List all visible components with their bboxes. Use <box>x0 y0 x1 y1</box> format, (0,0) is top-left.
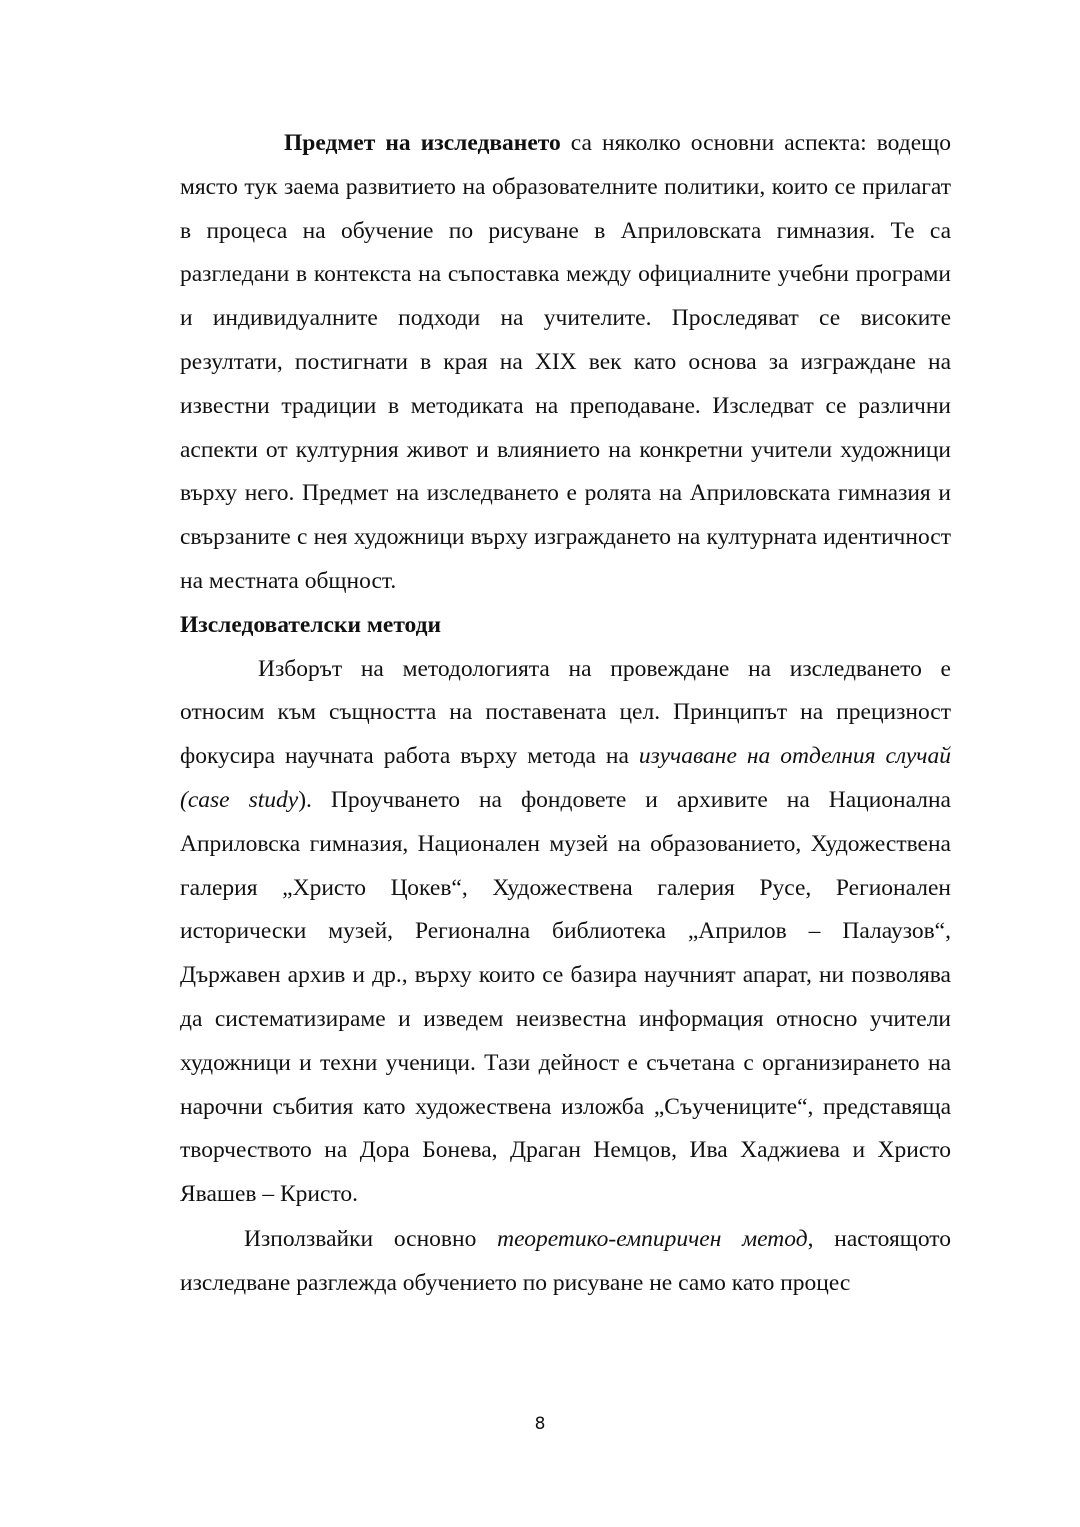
paragraph-approach <box>180 1218 951 1306</box>
page-number: 8 <box>534 1414 546 1434</box>
paragraph-subject <box>180 122 951 604</box>
approach-text-a: Използвайки основно <box>244 1225 498 1252</box>
methods-italic: изучаване на отделния случай (case study <box>180 743 952 813</box>
subject-bold-lead: Предмет на изследването <box>284 130 561 156</box>
approach-italic: теоретико-емпиричен метод <box>497 1225 808 1252</box>
methods-text-a: Изборът на методологията на провеждане на изследването е относим към същността на поставената цел. Принципът на прецизност фокусира научната работа върху метода на <box>180 655 951 770</box>
page-body <box>180 122 951 1306</box>
paragraph-methods <box>180 648 951 1217</box>
approach-text-b: , настоящото изследване разглежда обучението по рисуване не само като процес <box>180 1225 951 1296</box>
section-heading: Изследователски методи <box>180 611 442 638</box>
methods-text-b: ). Проучването на фондовете и архивите на Национална Априловска гимназия, Национален музей на образованието, Художествена галерия „Христо Цокев“, Художествена галерия Русе, Регионален исторически музей, Регионална библиотека „Априлов – Палаузов“, Държавен архив и др., върху които се базира научният апарат, ни позволява да систематизираме и изведем неизвестна информация относно учители художници и техни ученици. Тази дейност е съчетана с организирането на нарочни събития като художествена изложба „Съучениците“, представяща творчеството на Дора Бонева, Драган Немцов, Ива Хаджиева и Христо Явашев – Кристо. <box>180 786 951 1208</box>
subject-text: са няколко основни аспекта: водещо място тук заема развитието на образователните политики, които се прилагат в процеса на обучение по рисуване в Априловската гимназия. Те са разгледани в контекста на съпоставка между официалните учебни програми и индивидуалните подходи на учителите. Проследяват се високите резултати, постигнати в края на XIX век като основа за изграждане на известни традиции в методиката на преподаване. Изследват се различни аспекти от културния живот и влиянието на конкретни учители художници върху него. Предмет на изследването е ролята на Априловската гимназия и свързаните с нея художници върху изграждането на културната идентичност на местната общност. <box>180 130 951 594</box>
